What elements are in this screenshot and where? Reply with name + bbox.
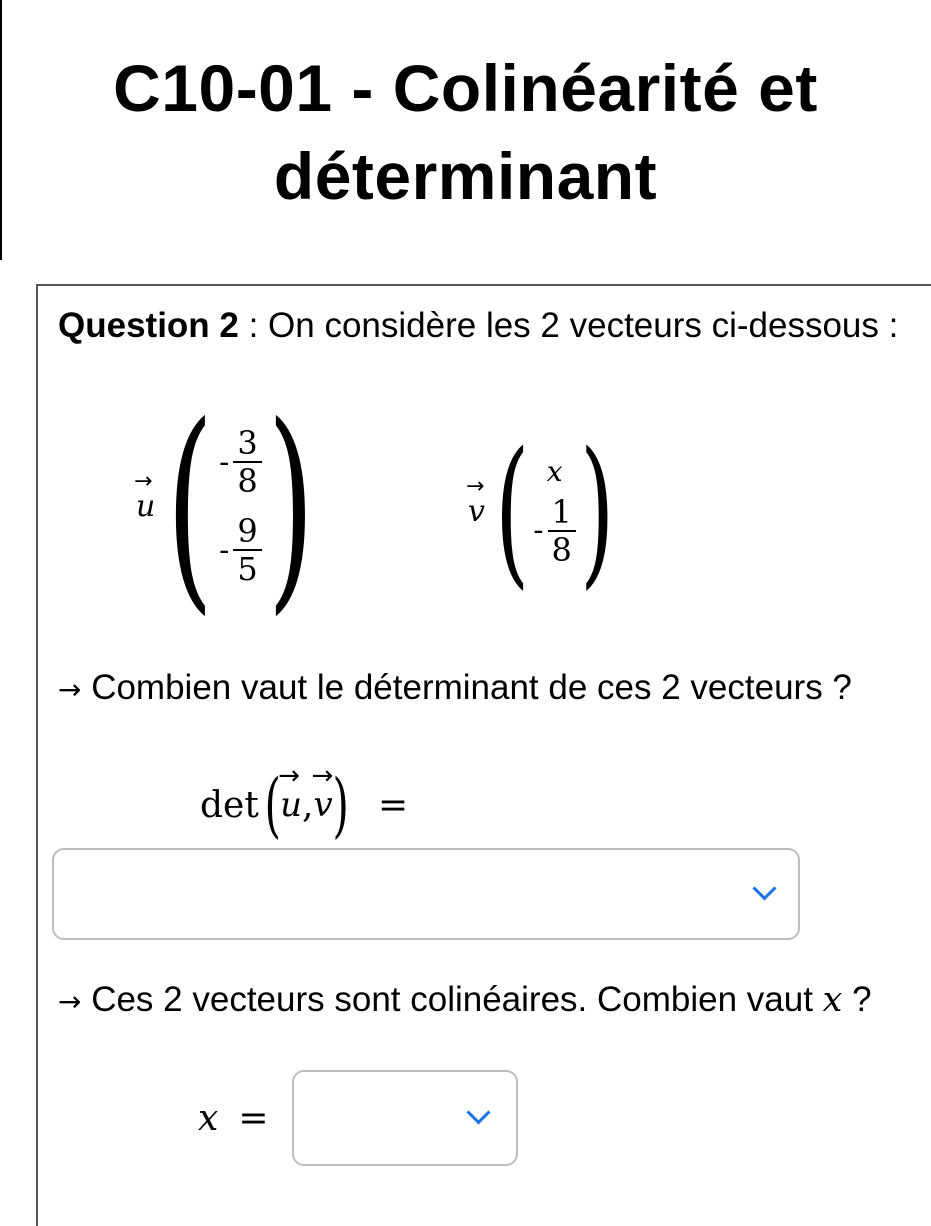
vector-u-x: - $\frac{3}{8}$ — [219, 425, 262, 499]
part1-prompt — [58, 664, 931, 714]
vector-v-arrow: → — [466, 473, 485, 499]
part2-arrow-icon: → — [58, 985, 82, 1018]
det-prefix: det — [200, 784, 259, 826]
det-u: → u — [278, 761, 303, 825]
page-title: C10-01 - Colinéarité et déterminant — [113, 51, 818, 213]
vector-v-close-paren: ) — [579, 417, 615, 604]
question-card — [36, 284, 931, 1226]
part2-var: x — [822, 980, 843, 1020]
part1-arrow-icon: → — [58, 673, 82, 706]
question-text — [58, 302, 918, 350]
question-label: Question 2 — [58, 306, 239, 345]
determinant-answer-select[interactable] — [52, 848, 800, 940]
vector-u-close-paren: ) — [266, 378, 315, 634]
vector-v-y: - $\frac{1}{8}$ — [533, 494, 576, 568]
chevron-down-icon[interactable] — [466, 1100, 490, 1124]
vector-v-x: x — [546, 454, 563, 488]
vector-u — [134, 378, 320, 634]
x-equals: = — [238, 1098, 269, 1139]
part2-prompt: → Ces 2 vecteurs sont colinéaires. Combien vaut x ? — [58, 980, 872, 1020]
vector-u-open-paren: ( — [166, 378, 214, 634]
vector-u-coords — [219, 425, 262, 587]
header — [0, 0, 931, 262]
vector-v-open-paren: ( — [494, 417, 530, 604]
vector-u-name: → u — [134, 468, 156, 524]
determinant-expression: det ( → u , → v ) = — [200, 761, 409, 846]
question-body: : On considère les 2 vecteurs ci-dessous : — [238, 306, 899, 345]
vector-u-y: - $\frac{9}{5}$ — [219, 513, 262, 587]
chevron-down-icon[interactable] — [752, 876, 776, 900]
part1-text: Combien vaut le déterminant de ces 2 vecteurs ? — [81, 668, 852, 707]
x-equation — [198, 1098, 268, 1139]
vector-u-arrow: → — [134, 468, 153, 494]
x-answer-select[interactable] — [292, 1070, 518, 1166]
vector-v-name: → v — [466, 473, 485, 529]
vector-v — [466, 417, 618, 604]
x-var: x — [198, 1098, 219, 1139]
det-v: → v — [311, 761, 334, 825]
vector-v-coords — [533, 455, 576, 568]
part2-text: Ces 2 vecteurs sont colinéaires. Combien vaut — [81, 980, 823, 1019]
